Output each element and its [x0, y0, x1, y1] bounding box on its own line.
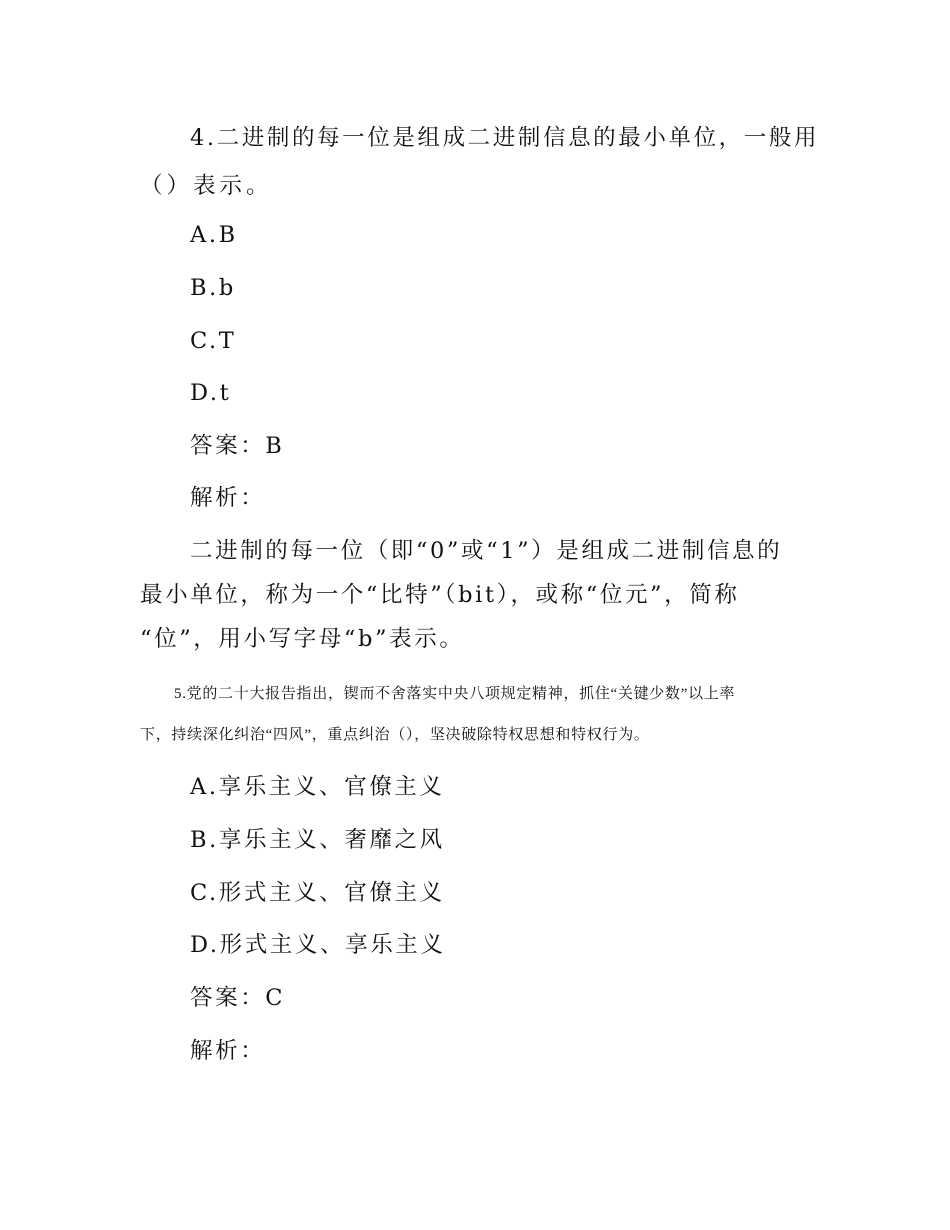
- q5-option-c: C.形式主义、官僚主义: [190, 880, 445, 906]
- q4-answer: 答案：B: [190, 433, 285, 459]
- q5-stem-line-2: 下，持续深化纠治“四风”，重点纠治（），坚决破除特权思想和特权行为。: [140, 727, 650, 743]
- q4-analysis-line-1: 二进制的每一位（即“0”或“1”）是组成二进制信息的: [190, 538, 783, 564]
- q4-option-c: C.T: [190, 328, 237, 354]
- q4-option-a: A.B: [190, 222, 238, 248]
- q5-option-b: B.享乐主义、奢靡之风: [190, 827, 445, 853]
- q4-option-b: B.b: [190, 275, 236, 301]
- q5-answer: 答案：C: [190, 985, 286, 1011]
- q4-stem-line-2: （）表示。: [140, 173, 273, 199]
- q4-stem-line-1: 4.二进制的每一位是组成二进制信息的最小单位，一般用: [190, 125, 820, 151]
- q5-analysis-label: 解析：: [190, 1038, 266, 1064]
- q4-analysis-label: 解析：: [190, 485, 266, 511]
- q4-analysis-line-2: 最小单位，称为一个“比特”（bit），或称“位元”，简称: [140, 582, 740, 608]
- q5-stem-line-1: 5.党的二十大报告指出，锲而不舍落实中央八项规定精神，抓住“关键少数”以上率: [174, 686, 736, 702]
- q4-option-d: D.t: [190, 380, 232, 406]
- q4-analysis-line-3: “位”，用小写字母“b”表示。: [140, 626, 465, 652]
- q5-option-d: D.形式主义、享乐主义: [190, 932, 446, 958]
- q5-option-a: A.享乐主义、官僚主义: [190, 774, 445, 800]
